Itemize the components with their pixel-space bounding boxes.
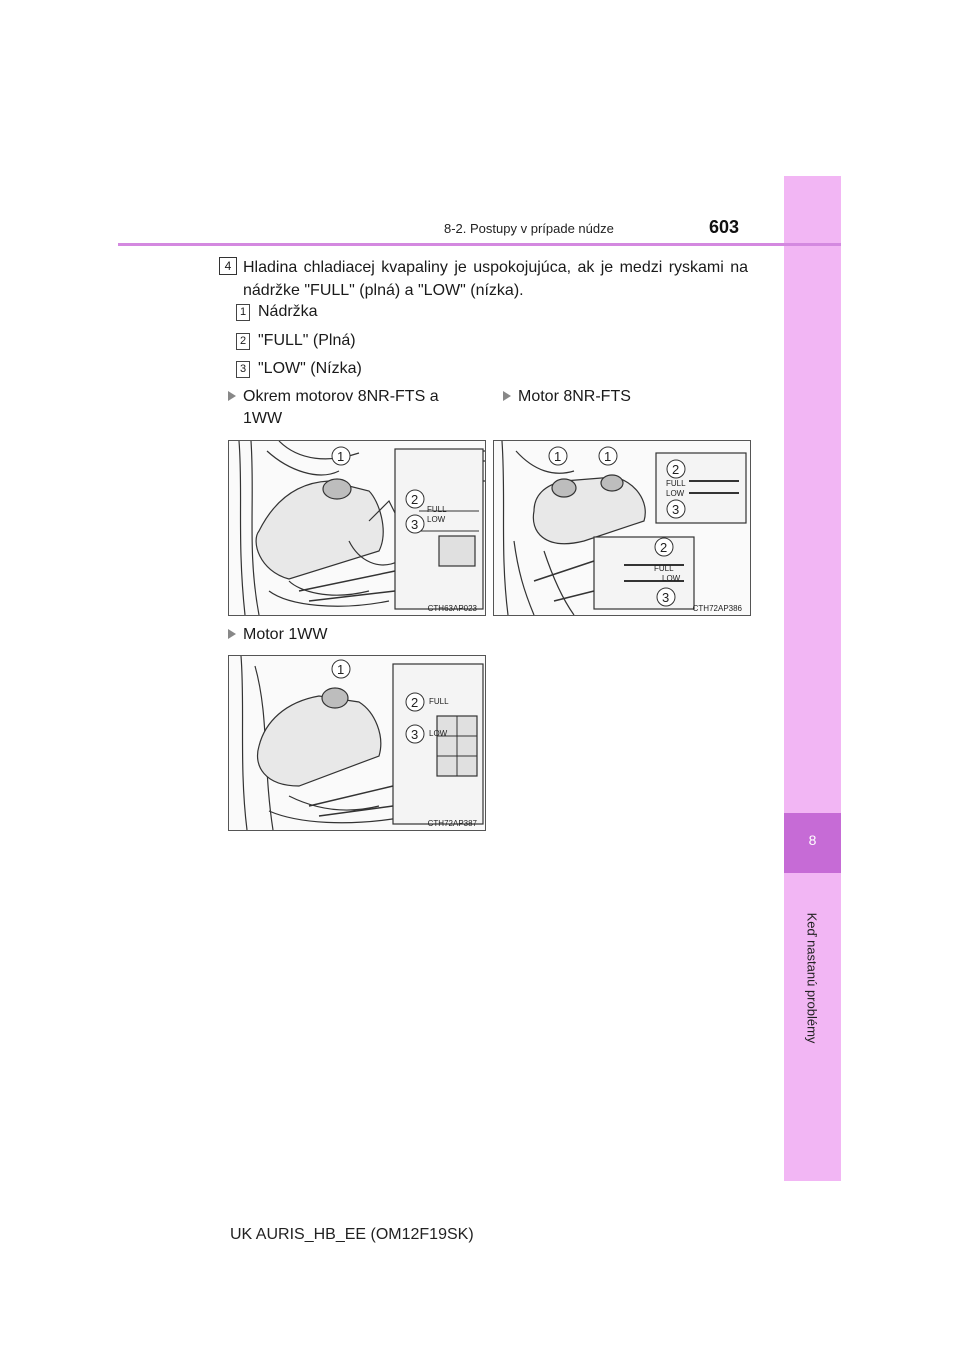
low-mark-label: LOW bbox=[666, 489, 685, 498]
callout-2: 2 bbox=[411, 492, 419, 507]
figure-caption-8nr-fts: Motor 8NR-FTS bbox=[518, 386, 718, 408]
legend-item-tank bbox=[236, 303, 318, 321]
callout-1: 1 bbox=[554, 449, 562, 464]
low-mark-label-b: LOW bbox=[662, 574, 681, 583]
callout-1: 1 bbox=[337, 662, 345, 677]
legend-number: 3 bbox=[236, 361, 250, 378]
figure-caption-other-engines: Okrem motorov 8NR-FTS a 1WW bbox=[243, 386, 443, 430]
callout-3: 3 bbox=[411, 727, 419, 742]
step-badge: 4 bbox=[219, 257, 237, 275]
callout-3: 3 bbox=[411, 517, 419, 532]
engine-illustration-2 bbox=[494, 441, 750, 615]
low-mark-label: LOW bbox=[427, 515, 446, 524]
callout-2: 2 bbox=[411, 695, 419, 710]
triangle-bullet-icon bbox=[228, 629, 236, 639]
callout-2: 2 bbox=[672, 462, 680, 477]
legend-number: 2 bbox=[236, 333, 250, 350]
triangle-bullet-icon bbox=[503, 391, 511, 401]
callout-2b: 2 bbox=[660, 540, 668, 555]
figure-code: CTH63AP023 bbox=[427, 604, 477, 613]
full-mark-label: FULL bbox=[429, 697, 449, 706]
figure-caption-1ww: Motor 1WW bbox=[243, 624, 443, 646]
legend-number: 1 bbox=[236, 304, 250, 321]
legend-item-full bbox=[236, 332, 356, 350]
triangle-bullet-icon bbox=[228, 391, 236, 401]
section-title: 8-2. Postupy v prípade núdze bbox=[444, 221, 614, 236]
legend-label: Nádržka bbox=[258, 303, 318, 320]
legend-label: "LOW" (Nízka) bbox=[258, 360, 362, 377]
full-mark-label: FULL bbox=[666, 479, 686, 488]
header-divider bbox=[118, 243, 841, 246]
legend-item-low bbox=[236, 360, 362, 378]
callout-1b: 1 bbox=[604, 449, 612, 464]
legend-label: "FULL" (Plná) bbox=[258, 332, 356, 349]
engine-illustration-1 bbox=[229, 441, 485, 615]
low-mark-label: LOW bbox=[429, 729, 448, 738]
figure-code: CTH72AP386 bbox=[692, 604, 742, 613]
page-number: 603 bbox=[709, 217, 740, 237]
callout-1: 1 bbox=[337, 449, 345, 464]
chapter-title: Keď nastanú problémy bbox=[804, 912, 820, 1044]
callout-3b: 3 bbox=[662, 590, 670, 605]
figure-8nr-fts bbox=[493, 440, 751, 616]
full-mark-label: FULL bbox=[427, 505, 447, 514]
figure-code: CTH72AP387 bbox=[427, 819, 477, 828]
step-text: Hladina chladiacej kvapaliny je uspokojujúca, ak je medzi ryskami na nádržke "FULL" (plná) a "LOW" (nízka). bbox=[243, 259, 748, 299]
figure-other-engines bbox=[228, 440, 486, 616]
footer-model: UK AURIS_HB_EE (OM12F19SK) bbox=[230, 1226, 474, 1243]
callout-3: 3 bbox=[672, 502, 680, 517]
chapter-number: 8 bbox=[808, 832, 817, 848]
full-mark-label-b: FULL bbox=[654, 564, 674, 573]
engine-illustration-3 bbox=[229, 656, 485, 830]
figure-1ww bbox=[228, 655, 486, 831]
